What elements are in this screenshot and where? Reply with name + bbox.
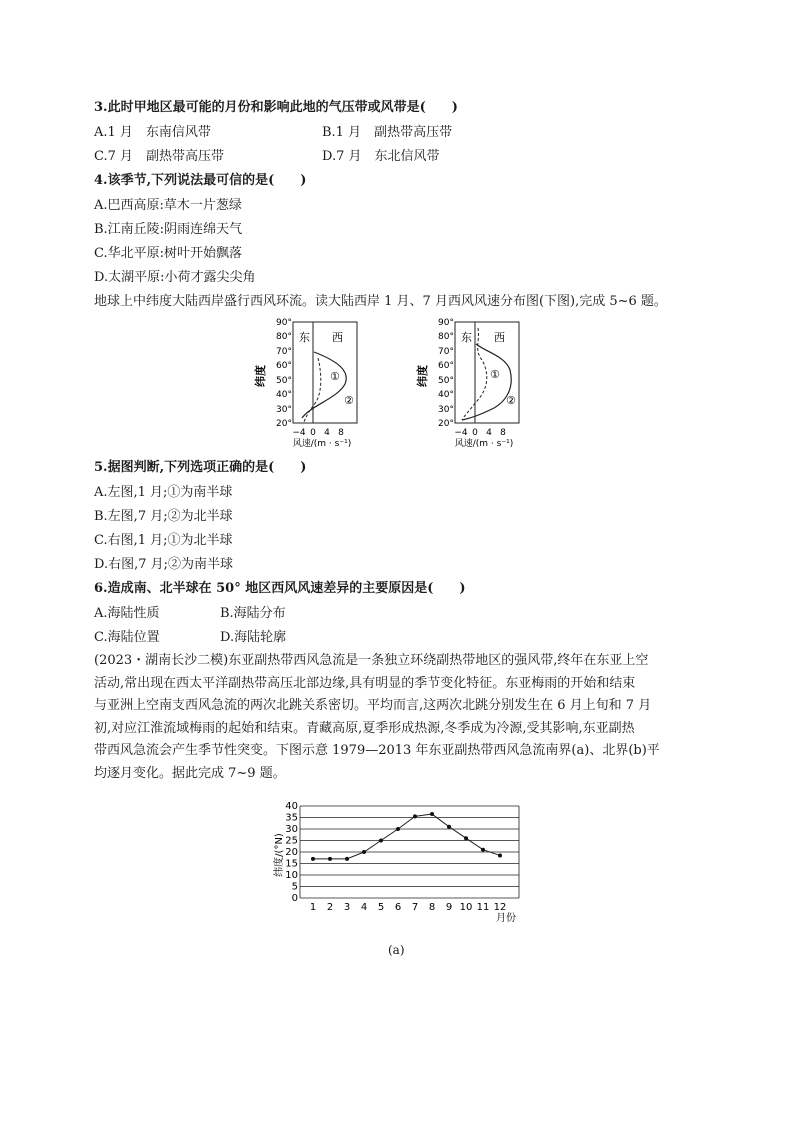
chart-yticks <box>285 801 298 904</box>
wind-speed-figure <box>250 314 550 450</box>
west-label: 西 <box>332 331 343 344</box>
xtick-label: 7 <box>411 902 419 913</box>
xtick-label: 8 <box>428 902 436 913</box>
west-label-right: 西 <box>494 331 505 344</box>
mark-2-left: ② <box>344 394 354 407</box>
mark-1-right: ① <box>490 368 500 381</box>
q6-option-d: D.海陆轮廓 <box>220 630 287 645</box>
ytick-80-right: 80° <box>438 332 454 342</box>
q4-option-a: A.巴西高原:草木一片葱绿 <box>94 198 242 213</box>
xtick-label: 9 <box>445 902 453 913</box>
ytick-label: 0 <box>291 893 298 904</box>
intro-line-6: 均逐月变化。据此完成 7~9 题。 <box>94 765 286 781</box>
xtick-4: 4 <box>324 428 330 438</box>
intro-7-9 <box>94 650 706 785</box>
xtick-label: 4 <box>360 902 368 913</box>
q4-option-b: B.江南丘陵:阴雨连绵天气 <box>94 222 243 237</box>
ylabel-left: 纬度 <box>254 365 267 387</box>
q5-option-a: A.左图,1 月;①为南半球 <box>94 485 233 500</box>
ytick-40: 40° <box>276 390 292 400</box>
q5-option-b: B.左图,7 月;②为北半球 <box>94 509 233 524</box>
q6-option-b: B.海陆分布 <box>220 606 286 621</box>
jet-stream-south-boundary-chart <box>270 800 530 930</box>
ytick-70-right: 70° <box>438 347 454 357</box>
xtick-label: 2 <box>326 902 334 913</box>
chart-xticks <box>310 902 507 913</box>
data-point <box>328 857 332 861</box>
q4-stem: 4.该季节,下列说法最可信的是( ) <box>94 173 307 188</box>
xtick-neg4: −4 <box>292 428 306 438</box>
data-point <box>362 850 366 854</box>
ytick-label: 25 <box>285 835 298 847</box>
chart-points <box>311 812 502 861</box>
east-label: 东 <box>299 331 310 344</box>
chart-ylabel: 纬度/(°N) <box>274 833 285 877</box>
xtick-neg4-right: −4 <box>454 428 468 438</box>
ytick-label: 20 <box>285 847 298 858</box>
data-point <box>311 857 315 861</box>
data-point <box>430 812 434 816</box>
ytick-label: 40 <box>285 801 298 812</box>
q6-option-c: C.海陆位置 <box>94 630 160 645</box>
intro-line-5: 带西风急流会产生季节性突变。下图示意 1979—2013 年东亚副热带西风急流南界(a)、北界(b)平 <box>94 743 660 758</box>
right-panel <box>415 318 519 449</box>
q6-option-a: A.海陆性质 <box>94 606 160 621</box>
xtick-4-right: 4 <box>486 428 492 438</box>
xtick-label: 11 <box>476 902 490 913</box>
ytick-40-right: 40° <box>438 390 454 400</box>
data-point <box>379 839 383 843</box>
ytick-90: 90° <box>276 318 292 328</box>
q3-option-d: D.7 月 东北信风带 <box>322 149 440 164</box>
ytick-label: 35 <box>285 812 298 824</box>
ytick-60: 60° <box>276 361 292 371</box>
intro-5-6: 地球上中纬度大陆西岸盛行西风环流。读大陆西岸 1 月、7 月西风风速分布图(下图),完成 5~6 题。 <box>94 294 667 309</box>
ytick-20-right: 20° <box>438 419 454 429</box>
q3-option-b: B.1 月 副热带高压带 <box>322 125 453 140</box>
ytick-label: 5 <box>291 881 298 893</box>
data-point <box>498 853 502 857</box>
xtick-0: 0 <box>310 428 316 438</box>
intro-line-1: (2023・湖南长沙二模)东亚副热带西风急流是一条独立环绕副热带地区的强风带,终年在东亚上空 <box>94 653 649 668</box>
xlabel-right: 风速/(m · s⁻¹) <box>454 439 514 449</box>
data-point <box>345 857 349 861</box>
mark-1-left: ① <box>330 370 340 383</box>
data-point <box>481 848 485 852</box>
ytick-30-right: 30° <box>438 405 454 415</box>
q3-option-a: A.1 月 东南信风带 <box>94 125 211 140</box>
xtick-label: 12 <box>493 902 507 913</box>
ytick-label: 15 <box>285 858 298 870</box>
xtick-label: 3 <box>343 902 351 913</box>
ytick-20: 20° <box>276 419 292 429</box>
xtick-label: 5 <box>377 902 385 913</box>
ytick-label: 30 <box>285 824 298 835</box>
data-point <box>447 825 451 829</box>
left-panel <box>253 318 357 449</box>
xlabel-left: 风速/(m · s⁻¹) <box>292 439 352 449</box>
q4-option-c: C.华北平原:树叶开始飘落 <box>94 246 242 261</box>
data-point <box>396 827 400 831</box>
chart-xlabel: 月份 <box>496 913 516 924</box>
intro-line-3: 与亚洲上空南支西风急流的两次北跳关系密切。平均而言,这两次北跳分别发生在 6 月上旬和 7 月 <box>94 698 652 713</box>
ylabel-right: 纬度 <box>416 365 429 387</box>
ytick-50: 50° <box>276 376 292 386</box>
east-label-right: 东 <box>461 331 472 344</box>
ytick-60-right: 60° <box>438 361 454 371</box>
intro-line-4: 初,对应江淮流域梅雨的起始和结束。青藏高原,夏季形成热源,冬季成为冷源,受其影响,东亚副热 <box>94 720 635 736</box>
ytick-90-right: 90° <box>438 318 454 328</box>
q5-option-d: D.右图,7 月;②为南半球 <box>94 557 234 572</box>
q6-stem: 6.造成南、北半球在 50° 地区西风风速差异的主要原因是( ) <box>94 581 466 596</box>
chart-grid <box>300 806 519 898</box>
ytick-70: 70° <box>276 347 292 357</box>
ytick-80: 80° <box>276 332 292 342</box>
chart-caption: (a) <box>388 943 405 957</box>
solid-curve-left <box>302 352 346 418</box>
xtick-label: 10 <box>459 902 473 913</box>
xtick-8-right: 8 <box>500 428 506 438</box>
data-point <box>464 836 468 840</box>
q4-option-d: D.太湖平原:小荷才露尖尖角 <box>94 270 256 285</box>
xtick-0-right: 0 <box>472 428 478 438</box>
xtick-label: 6 <box>394 902 402 913</box>
q5-stem: 5.据图判断,下列选项正确的是( ) <box>94 460 307 475</box>
q5-option-c: C.右图,1 月;①为北半球 <box>94 533 233 548</box>
intro-line-2: 活动,常出现在西太平洋副热带高压北部边缘,具有明显的季节变化特征。东亚梅雨的开始和结束 <box>94 675 636 691</box>
xtick-8: 8 <box>338 428 344 438</box>
ytick-50-right: 50° <box>438 376 454 386</box>
ytick-30: 30° <box>276 405 292 415</box>
data-point <box>413 814 417 818</box>
ytick-label: 10 <box>285 870 298 881</box>
dashed-curve-left <box>304 358 321 422</box>
q3-option-c: C.7 月 副热带高压带 <box>94 149 225 164</box>
xtick-label: 1 <box>309 902 317 913</box>
mark-2-right: ② <box>506 394 516 407</box>
q3-stem: 3.此时甲地区最可能的月份和影响此地的气压带或风带是( ) <box>94 100 458 115</box>
